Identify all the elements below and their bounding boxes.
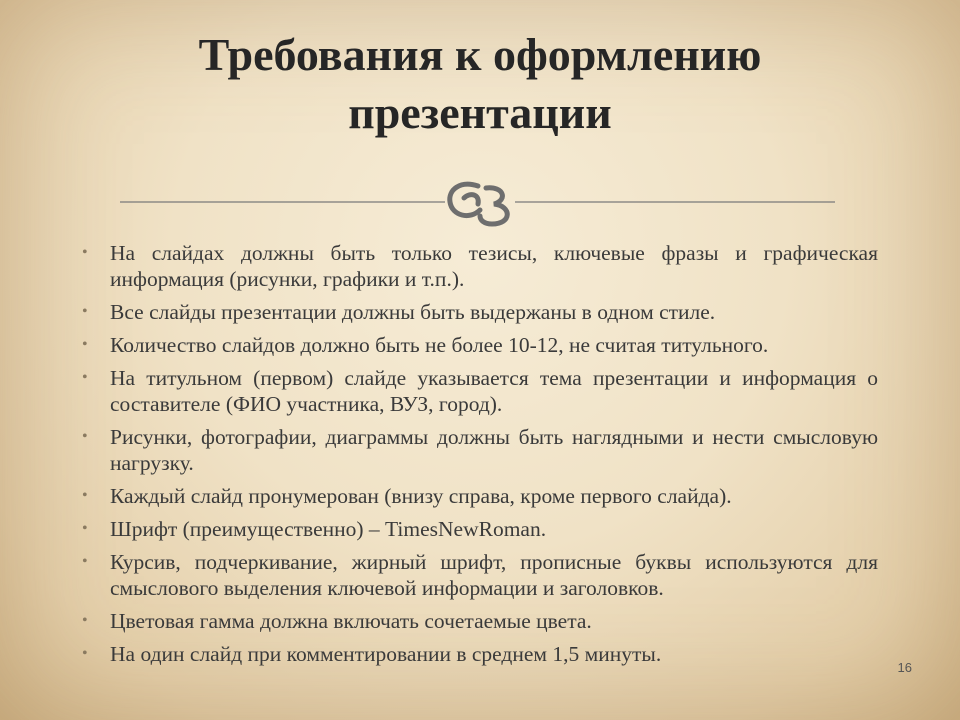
title-divider xyxy=(120,176,840,236)
bullet-icon: • xyxy=(82,336,88,353)
list-item: • Шрифт (преимущественно) – TimesNewRoman. xyxy=(82,517,547,541)
list-item: • На слайдах должны быть только тезисы, ключевые фразы и графическая информация (рисунки, графики и т.п.). xyxy=(82,241,878,291)
list-item: • Все слайды презентации должны быть выдержаны в одном стиле. xyxy=(82,300,716,324)
requirements-list xyxy=(82,240,878,674)
bullet-icon: • xyxy=(82,612,88,629)
list-item: • На один слайд при комментировании в среднем 1,5 минуты. xyxy=(82,642,662,666)
list-item: • Количество слайдов должно быть не более 10-12, не считая титульного. xyxy=(82,333,769,357)
bullet-icon: • xyxy=(82,487,88,504)
list-item: • Каждый слайд пронумерован (внизу справа, кроме первого слайда). xyxy=(82,484,732,508)
bullet-icon: • xyxy=(82,244,88,261)
bullet-icon: • xyxy=(82,369,88,386)
list-item: • На титульном (первом) слайде указывается тема презентации и информация о составителе (ФИО участника, ВУЗ, город). xyxy=(82,366,878,416)
bullet-icon: • xyxy=(82,553,88,570)
bullet-icon: • xyxy=(82,303,88,320)
bullet-icon: • xyxy=(82,520,88,537)
list-item: • Курсив, подчеркивание, жирный шрифт, прописные буквы используются для смыслового выделения ключевой информации и заголовков. xyxy=(82,550,878,600)
bullet-icon: • xyxy=(82,428,88,445)
list-item: • Цветовая гамма должна включать сочетаемые цвета. xyxy=(82,609,592,633)
title-line-2: презентации xyxy=(348,87,612,138)
slide-title xyxy=(0,26,960,142)
page-number: 16 xyxy=(897,660,912,675)
curl-ornament-icon xyxy=(450,184,507,224)
bullet-icon: • xyxy=(82,645,88,662)
title-line-1: Требования к оформлению xyxy=(198,29,762,80)
list-item: • Рисунки, фотографии, диаграммы должны быть наглядными и нести смысловую нагрузку. xyxy=(82,425,878,475)
